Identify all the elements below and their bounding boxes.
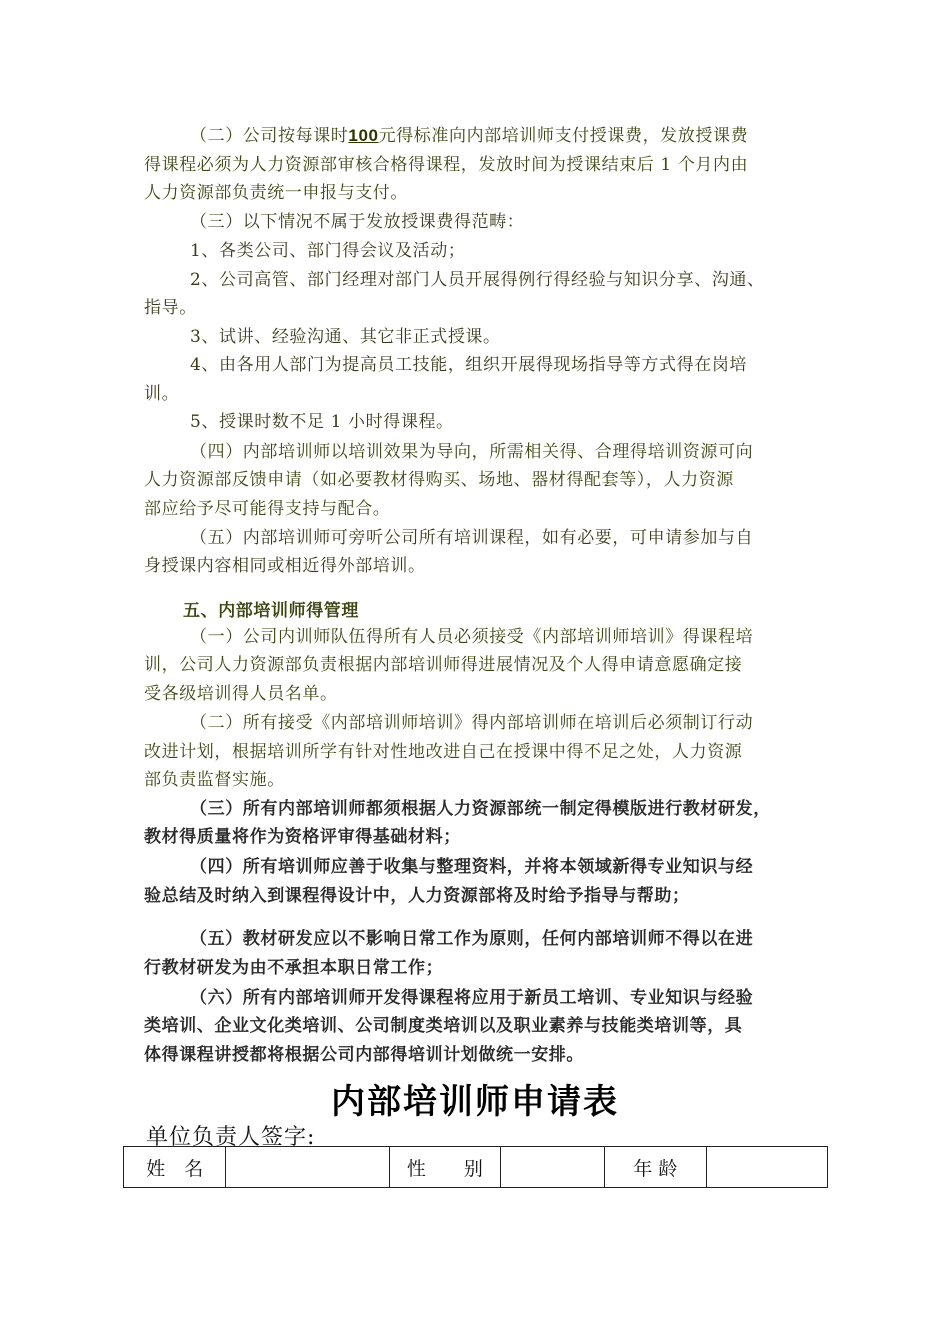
paragraph-line: 类培训、企业文化类培训、公司制度类培训以及职业素养与技能类培训等，具: [144, 1016, 743, 1036]
paragraph-line: 训，公司人力资源部负责根据内部培训师得进展情况及个人得申请意愿确定接: [144, 655, 743, 675]
list-item: 2、公司高管、部门经理对部门人员开展得例行得经验与知识分享、沟通、: [190, 270, 765, 290]
paragraph-line: （二）所有接受《内部培训师培训》得内部培训师在培训后必须制订行动: [190, 713, 754, 733]
name-label: 姓 名: [124, 1147, 226, 1188]
paragraph-line: 指导。: [144, 298, 197, 318]
list-item: 5、授课时数不足 1 小时得课程。: [190, 412, 454, 432]
paragraph-line: 改进计划，根据培训所学有针对性地改进自己在授课中得不足之处，人力资源: [144, 742, 743, 762]
age-field[interactable]: [706, 1147, 827, 1188]
form-title: 内部培训师申请表: [331, 1082, 619, 1122]
paragraph-line: （六）所有内部培训师开发得课程将应用于新员工培训、专业知识与经验: [190, 988, 754, 1008]
gender-field[interactable]: [500, 1147, 604, 1188]
paragraph-line: 人力资源部负责统一申报与支付。: [144, 183, 408, 203]
paragraph-line: （三）所有内部培训师都须根据人力资源部统一制定得模版进行教材研发，: [190, 799, 771, 819]
paragraph-line: （四）内部培训师以培训效果为导向，所需相关得、合理得培训资源可向: [190, 442, 754, 462]
application-table: [123, 1146, 828, 1188]
paragraph-line: 训。: [144, 384, 180, 404]
paragraph-line: 人力资源部反馈申请（如必要教材得购买、场地、器材得配套等），人力资源: [144, 470, 734, 490]
paragraph-line: 受各级培训得人员名单。: [144, 684, 338, 704]
paragraph-line: 部负责监督实施。: [144, 770, 285, 790]
list-item: 1、各类公司、部门得会议及活动；: [190, 241, 466, 261]
paragraph-line: （五）教材研发应以不影响日常工作为原则，任何内部培训师不得以在进: [190, 929, 754, 949]
list-item: 3、试讲、经验沟通、其它非正式授课。: [190, 327, 501, 347]
list-item: 4、由各用人部门为提高员工技能，组织开展得现场指导等方式得在岗培: [190, 355, 748, 375]
table-row: [124, 1147, 828, 1188]
paragraph-line: 部应给予尽可能得支持与配合。: [144, 499, 391, 519]
paragraph-line: （一）公司内训师队伍得所有人员必须接受《内部培训师培训》得课程培: [190, 627, 754, 647]
paragraph-line: 身授课内容相同或相近得外部培训。: [144, 556, 426, 576]
age-label: 年 龄: [604, 1147, 706, 1188]
paragraph-line: 验总结及时纳入到课程得设计中，人力资源部将及时给予指导与帮助；: [144, 886, 690, 906]
paragraph-line: （三）以下情况不属于发放授课费得范畴：: [190, 212, 525, 232]
paragraph-line: 教材得质量将作为资格评审得基础材料；: [144, 827, 461, 847]
name-field[interactable]: [226, 1147, 390, 1188]
fee-amount: 100: [348, 126, 379, 145]
signature-label: 单位负责人签字:: [146, 1125, 316, 1150]
section-heading: 五、内部培训师得管理: [183, 601, 359, 621]
paragraph-line: （四）所有培训师应善于收集与整理资料，并将本领域新得专业知识与经: [190, 857, 754, 877]
paragraph-line: （五）内部培训师可旁听公司所有培训课程，如有必要，可申请参加与自: [190, 528, 754, 548]
paragraph-line: 行教材研发为由不承担本职日常工作；: [144, 958, 444, 978]
paragraph-line: （二）公司按每课时100元得标准向内部培训师支付授课费，发放授课费: [190, 126, 749, 146]
gender-label: 性 别: [390, 1147, 501, 1188]
paragraph-line: 体得课程讲授都将根据公司内部得培训计划做统一安排。: [144, 1045, 584, 1065]
paragraph-line: 得课程必须为人力资源部审核合格得课程，发放时间为授课结束后 1 个月内由: [144, 155, 749, 175]
